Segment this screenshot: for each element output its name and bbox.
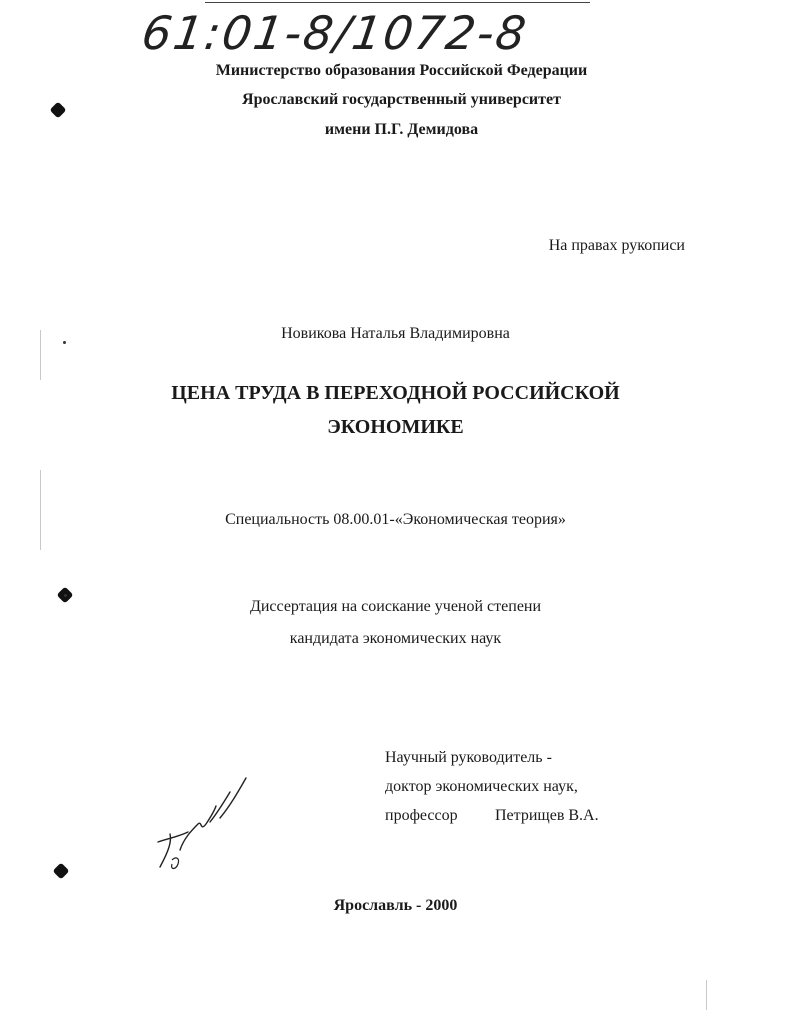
dissertation-degree-line-1: Диссертация на соискание ученой степени — [249, 598, 542, 615]
handwritten-catalog-number: 61:01-8/1072-8 — [138, 6, 532, 60]
supervisor-role: Научный руководитель - — [385, 749, 552, 766]
scan-margin-line-right — [706, 980, 707, 1010]
city-year: Ярославль - 2000 — [333, 897, 458, 914]
top-border-line — [205, 2, 590, 3]
scan-margin-line-upper — [40, 330, 41, 380]
scan-speck — [64, 594, 67, 597]
university-named-after: имени П.Г. Демидова — [324, 121, 479, 138]
university-heading: Ярославский государственный университет — [242, 91, 561, 108]
author-name: Новикова Наталья Владимировна — [281, 325, 510, 342]
supervisor-rank: профессор — [385, 807, 458, 824]
dissertation-degree-line-2: кандидата экономических наук — [289, 630, 502, 647]
scan-margin-line-middle — [40, 470, 41, 550]
specialty-line: Специальность 08.00.01-«Экономическая теория» — [225, 511, 566, 528]
supervisor-degree: доктор экономических наук, — [385, 778, 578, 795]
thesis-title-line-1: ЦЕНА ТРУДА В ПЕРЕХОДНОЙ РОССИЙСКОЙ — [171, 382, 620, 404]
scan-speck — [63, 341, 66, 344]
handwritten-signature — [150, 772, 250, 882]
ministry-heading: Министерство образования Российской Федерации — [215, 62, 588, 79]
binder-mark-bottom — [53, 863, 70, 880]
thesis-title-line-2: ЭКОНОМИКЕ — [327, 416, 464, 438]
supervisor-name: Петрищев В.А. — [495, 807, 599, 824]
manuscript-rights-note: На правах рукописи — [548, 237, 685, 254]
